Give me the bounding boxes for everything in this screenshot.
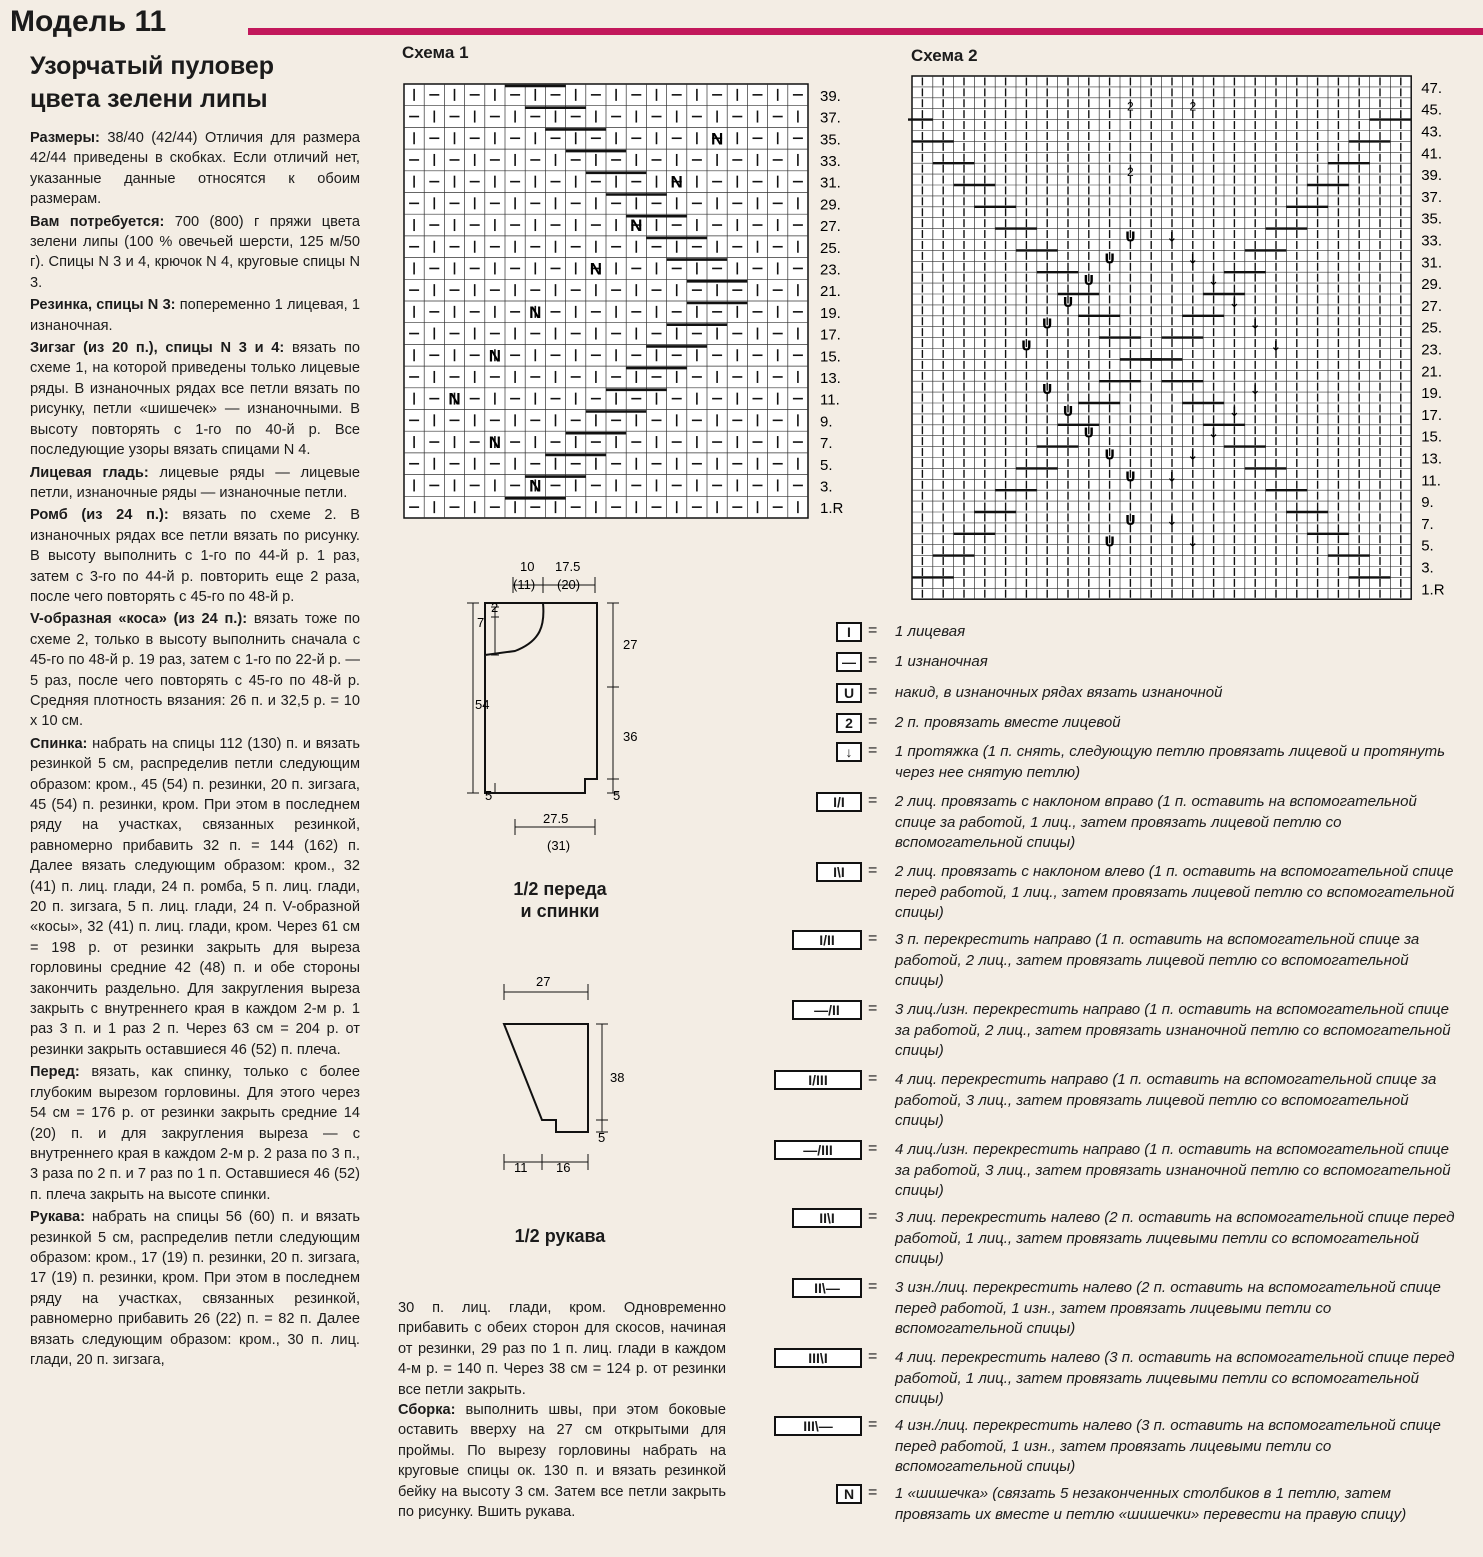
legend-description: 4 лиц. перекрестить направо (1 п. оставить на вспомогательной спице за работой, 3 лиц., затем провязать лицевой петлю со вспомогательной спицы): [895, 1071, 1437, 1129]
schema1-row-label: 15.: [820, 348, 841, 366]
decrease-arrow-symbol: ↓: [1187, 535, 1199, 551]
legend-row: [770, 713, 1470, 737]
front-back-caption-2: и спинки: [520, 901, 600, 921]
legend-row: [770, 1278, 1470, 1340]
paragraph-heading: Спинка:: [30, 735, 88, 752]
schema1-row-label: 23.: [820, 261, 841, 279]
model-title: Модель 11: [10, 5, 167, 38]
legend-symbol-icon: —: [836, 652, 862, 672]
legend-symbol-icon: 2: [836, 713, 862, 733]
dim-neck-width: 10: [520, 559, 535, 574]
decrease-arrow-symbol: ↓: [1166, 230, 1178, 246]
paragraph-heading: V-образная «коса» (из 24 п.):: [30, 611, 248, 628]
legend-description: 1 изнаночная: [895, 653, 988, 670]
legend-equals: =: [868, 683, 878, 700]
yarn-over-symbol: U: [1021, 339, 1032, 355]
yarn-over-symbol: U: [1125, 470, 1136, 486]
legend-equals: =: [868, 652, 878, 669]
legend-description: 3 изн./лиц. перекрестить налево (2 п. оставить на вспомогательной спице перед работой, 1 изн., затем провязать лицевыми петли со вспомогательной спицы): [895, 1279, 1441, 1337]
legend-symbol-icon: I/III: [774, 1070, 862, 1090]
paragraph-heading: Резинка, спицы N 3:: [30, 297, 176, 314]
dim-shoulder-width-alt: (20): [557, 577, 581, 592]
legend-row: [770, 683, 1470, 707]
schema1-row-label: 33.: [820, 152, 841, 170]
legend-description: 1 протяжка (1 п. снять, следующую петлю провязать лицевой и протянуть через нее снятую петлю): [895, 743, 1446, 781]
dim-sleeve-length: 38: [610, 1070, 625, 1085]
legend-equals: =: [868, 1416, 878, 1433]
k2tog-symbol: 2: [1127, 99, 1134, 114]
legend-description: 3 лиц. перекрестить налево (2 п. оставить на вспомогательной спице перед работой, 1 лиц., затем провязать лицевыми петли со вспомогательной спицы): [895, 1209, 1455, 1267]
decrease-arrow-symbol: ↓: [1187, 252, 1199, 268]
bobble-symbol: N: [488, 433, 502, 453]
legend-description: 3 п. перекрестить направо (1 п. оставить на вспомогательной спице за работой, 2 лиц., затем провязать лицевой петлю со вспомогательной спицы): [895, 931, 1420, 989]
yarn-over-symbol: U: [1083, 274, 1095, 290]
legend-row: [770, 1484, 1470, 1546]
paragraph-body: 700 (800) г пряжи цвета зелени липы (100 % овечьей шерсти, 125 м/50 г). Спицы N 3 и 4, крючок N 4, круговые спицы N 3.: [30, 213, 360, 291]
dim-sleeve-cuff: 5: [598, 1130, 606, 1145]
legend-symbol-icon: I: [836, 622, 862, 642]
legend-equals: =: [868, 713, 878, 730]
schema2-row-label: 35.: [1421, 210, 1443, 228]
dim-shoulder-width: 17.5: [555, 559, 581, 574]
legend-description: 2 лиц. провязать с наклоном вправо (1 п. оставить на вспомогательной спице за работой, 1 лиц., затем провязать лицевой петлю со вспомогательной спицы): [895, 793, 1417, 851]
schema1-row-label: 7.: [820, 435, 833, 453]
dim-rib-right: 5: [613, 788, 621, 803]
paragraph-body: 30 п. лиц. глади, кром. Одновременно прибавить с обеих сторон для скосов, начиная от резинки, 29 раз по 1 п. лиц. глади в каждом 4-м р. = 140 п. Через 38 см = 124 р. от резинки все петли закрыть.: [398, 1300, 726, 1398]
legend-description: 3 лиц./изн. перекрестить направо (1 п. оставить на вспомогательной спице за работой, 2 лиц., затем провязать изнаночной петлю со вспомогательной спицы): [895, 1001, 1451, 1059]
paragraph-heading: Перед:: [30, 1064, 80, 1081]
legend-symbol-icon: ↓: [836, 742, 862, 762]
instructions-column-1: [30, 128, 360, 1372]
bobble-symbol: N: [670, 172, 683, 192]
schema1-row-label: 9.: [820, 413, 833, 431]
legend-row: [770, 792, 1470, 854]
legend-symbol-icon: III\I: [774, 1348, 862, 1368]
paragraph: [30, 295, 360, 336]
legend-equals: =: [868, 1070, 878, 1087]
decrease-arrow-symbol: ↓: [1187, 448, 1199, 464]
bobble-symbol: N: [488, 346, 502, 366]
schema1-title: Схема 1: [402, 43, 469, 62]
schema2-row-label: 29.: [1421, 276, 1443, 294]
schema2-row-label: 33.: [1421, 232, 1443, 250]
paragraph-body: набрать на спицы 112 (130) п. и вязать резинкой 5 см, распределив петли следующим образом: кром., 45 (54) п. резинки, 20 п. зигзага, 45 (54) п. резинки, кром. При этом в последнем ряду на участках, связанных резинкой, равномерно прибавить 32 п. = 144 (162) п. Далее вязать следующим образом: кром., 32 (41) п. лиц. глади, 24 п. ромба, 5 п. лиц. глади, 20 п. зигзага, 5 п. лиц. глади, 24 п. V-образной «косы», 32 (41) п. лиц. глади, кром. Через 61 см = 198 р. от резинки закрыть для выреза горловины средние 42 (48) п. и обе стороны закончить раздельно. Для закругления выреза закрыть с внутреннего края в каждом 2-м р. 1 раз 3 п. и 1 раз 2 п. Через 63 см = 204 р. от резинки закрыть оставшиеся 46 (52) п. плеча.: [30, 735, 360, 1058]
schema1-row-label: 25.: [820, 239, 841, 257]
schema2-row-label: 9.: [1421, 494, 1434, 512]
schema1-row-label: 17.: [820, 326, 841, 344]
bobble-symbol: N: [589, 259, 603, 279]
dim-sleeve-11: 11: [514, 1160, 528, 1175]
schema2-row-label: 31.: [1421, 254, 1443, 272]
dim-neck-depth-7: 7: [477, 615, 485, 630]
k2tog-symbol: 2: [1189, 99, 1197, 114]
paragraph-heading: Рукава:: [30, 1209, 86, 1226]
paragraph: [30, 338, 360, 460]
instructions-column-2: [398, 1298, 726, 1522]
schema2-title: Схема 2: [911, 46, 978, 65]
paragraph-heading: Размеры:: [30, 130, 100, 146]
schema2-row-label: 17.: [1421, 406, 1443, 424]
yarn-over-symbol: U: [1062, 404, 1074, 420]
paragraph-body: вязать, как спинку, только с более глубоким вырезом горловины. Для этого через 54 см = 176 р. от резинки закрыть средние 14 (20) п. и для закругления выреза — с внутреннего края в каждом 2-м р. 2 раза по 3 п., 3 раза по 2 п. и 7 раз по 1 п. Оставшиеся 46 (52) п. плеча закрыть на высоте спинки.: [30, 1064, 360, 1203]
yarn-over-symbol: U: [1041, 317, 1053, 333]
dim-neck-depth-2: 2: [491, 600, 499, 615]
paragraph: [30, 505, 360, 607]
schema2-row-label: 23.: [1421, 341, 1443, 359]
decrease-arrow-symbol: ↓: [1208, 274, 1220, 290]
schema1-row-label: 3.: [820, 478, 833, 496]
decrease-arrow-symbol: ↓: [1249, 383, 1261, 399]
title-accent-bar: [248, 28, 1483, 35]
schema2-row-label: 27.: [1421, 297, 1443, 315]
legend-row: [770, 1208, 1470, 1270]
schema2-row-label: 47.: [1421, 79, 1443, 97]
schema2-row-label: 11.: [1421, 472, 1441, 490]
legend-symbol-icon: II\I: [792, 1208, 862, 1228]
paragraph-body: вязать тоже по схеме 2, только в высоту выполнить сначала с 45-го по 48-й р. 19 раз, затем с 1-го по 22-й р. — 5 раз, после чего повторять с 45-го по 48-й р. Средняя плотность вязания: 26 п. и 32,5 р. = 10 х 10 см.: [30, 611, 360, 730]
schema1-row-label: 29.: [820, 196, 841, 214]
paragraph-heading: Зигзаг (из 20 п.), спицы N 3 и 4:: [30, 340, 285, 357]
yarn-over-symbol: U: [1104, 252, 1115, 268]
legend-symbol-icon: —/III: [774, 1140, 862, 1160]
subtitle-line-2: цвета зелени липы: [30, 85, 268, 113]
legend-equals: =: [868, 622, 878, 639]
legend-equals: =: [868, 1000, 878, 1017]
paragraph: [30, 463, 360, 504]
yarn-over-symbol: U: [1104, 535, 1115, 551]
schema1-row-label: 19.: [820, 304, 841, 322]
paragraph-body: попеременно 1 лицевая, 1 изнаночная.: [30, 297, 360, 334]
legend-row: [770, 862, 1470, 924]
yarn-over-symbol: U: [1041, 383, 1053, 399]
paragraph-body: набрать на спицы 56 (60) п. и вязать резинкой 5 см, распределив петли следующим образом: кром., 17 (19) п. резинки, 20 п. зигзага, 17 (19) п. резинки, кром. При этом в последнем ряду на участках, связанных резинкой, равномерно прибавить 26 (22) п. = 82 п. Далее вязать следующим образом: кром., 30 п. лиц. глади, 20 п. зигзага,: [30, 1209, 360, 1368]
bobble-symbol: N: [710, 129, 724, 149]
decrease-arrow-symbol: ↓: [1270, 339, 1282, 355]
legend-symbol-icon: I/I: [816, 792, 862, 812]
legend-symbol-icon: III\—: [774, 1416, 862, 1436]
schema2-row-label: 15.: [1421, 428, 1443, 446]
legend-description: 1 «шишечка» (связать 5 незаконченных столбиков в 1 петлю, затем провязать их вместе и петлю «шишечки» перевести на правую спицу): [895, 1485, 1407, 1523]
legend-equals: =: [868, 862, 878, 879]
paragraph-heading: Лицевая гладь:: [30, 464, 149, 481]
dim-armhole-height: 27: [623, 637, 638, 652]
schema1-row-label: 11.: [820, 391, 840, 409]
schema2-row-label: 41.: [1421, 145, 1443, 163]
decrease-arrow-symbol: ↓: [1228, 404, 1240, 420]
legend-description: 4 лиц./изн. перекрестить направо (1 п. оставить на вспомогательной спице за работой, 3 лиц., затем провязать изнаночной петлю со вспомогательной спицы): [895, 1141, 1451, 1199]
legend-row: [770, 652, 1470, 676]
sleeve-outline: [504, 1024, 588, 1132]
schema2-row-label: 45.: [1421, 101, 1443, 119]
schema2-row-label: 37.: [1421, 188, 1443, 206]
yarn-over-symbol: U: [1062, 295, 1074, 311]
legend-equals: =: [868, 930, 878, 947]
paragraph: [30, 212, 360, 294]
paragraph: [30, 734, 360, 1061]
dim-body-height: 36: [623, 729, 638, 744]
legend-equals: =: [868, 1348, 878, 1365]
schema1-row-label: 1.R: [820, 500, 844, 518]
bobble-symbol: N: [529, 476, 542, 496]
dim-base-width-alt: (31): [547, 838, 571, 853]
legend-description: 4 лиц. перекрестить налево (3 п. оставить на вспомогательной спице перед работой, 1 лиц., затем провязать лицевыми петли со вспомогательной спицы): [895, 1349, 1455, 1407]
decrease-arrow-symbol: ↓: [1249, 317, 1261, 333]
front-back-schematic: [465, 555, 665, 855]
schema1-row-label: 37.: [820, 109, 841, 127]
paragraph: [398, 1298, 726, 1400]
legend-equals: =: [868, 1484, 878, 1501]
paragraph-body: выполнить швы, при этом боковые оставить вверху на 27 см открытыми для проймы. По вырезу горловины набрать на круговые спицы ок. 130 п. и вязать резинкой бейку на высоту 3 см. Затем все петли закрыть по рисунку. Вшить рукава.: [398, 1402, 726, 1521]
legend-description: накид, в изнаночных рядах вязать изнаночной: [895, 684, 1223, 701]
legend-description: 2 п. провязать вместе лицевой: [895, 714, 1121, 731]
dim-neck-width-alt: (11): [513, 577, 536, 592]
decrease-arrow-symbol: ↓: [1228, 295, 1240, 311]
bobble-symbol: N: [529, 302, 542, 322]
legend-symbol-icon: N: [836, 1484, 862, 1504]
sleeve-schematic: [490, 972, 650, 1187]
schema1-row-label: 31.: [820, 174, 841, 192]
sleeve-dimension-lines: [504, 984, 608, 1170]
legend-row: [770, 1070, 1470, 1132]
schema2-row-label: 1.R: [1421, 581, 1445, 599]
dim-rib-left: 5: [485, 788, 493, 803]
dim-sleeve-16: 16: [556, 1160, 571, 1175]
paragraph-heading: Вам потребуется:: [30, 213, 165, 230]
k2tog-symbol: 2: [1127, 165, 1134, 180]
legend-equals: =: [868, 1278, 878, 1295]
paragraph: [30, 128, 360, 210]
schema2-row-label: 19.: [1421, 385, 1443, 403]
decrease-arrow-symbol: ↓: [1208, 426, 1220, 442]
paragraph-body: 38/40 (42/44) Отличия для размера 42/44 приведены в скобках. Если отличий нет, указанные данные относятся к обоим размерам.: [30, 130, 360, 208]
schema2-chart: [908, 72, 1448, 612]
article-subtitle: [30, 50, 274, 116]
legend-row: [770, 1416, 1470, 1478]
dim-base-width: 27.5: [543, 811, 569, 826]
schema1-row-label: 35.: [820, 131, 841, 149]
paragraph-body: лицевые ряды — лицевые петли, изнаночные ряды — изнаночные петли.: [30, 464, 360, 501]
legend-row: [770, 1000, 1470, 1062]
bobble-symbol: N: [630, 216, 643, 236]
schema2-row-label: 3.: [1421, 559, 1434, 577]
paragraph: [30, 609, 360, 731]
yarn-over-symbol: U: [1125, 513, 1136, 529]
schema1-row-label: 13.: [820, 369, 841, 387]
legend-symbol-icon: I/II: [792, 930, 862, 950]
schema2-row-label: 13.: [1421, 450, 1443, 468]
legend-row: [770, 622, 1470, 646]
dim-sleeve-top: 27: [536, 974, 551, 989]
schema1-row-label: 39.: [820, 87, 841, 105]
paragraph: [30, 1062, 360, 1205]
paragraph-heading: Ромб (из 24 п.):: [30, 507, 169, 524]
legend-description: 2 лиц. провязать с наклоном влево (1 п. оставить на вспомогательной спице перед работой, 1 лиц., затем провязать лицевой петлю со вспомогательной спицы): [895, 863, 1455, 921]
schema1-chart: [400, 80, 860, 530]
paragraph-body: вязать по схеме 2. В изнаночных рядах все петли вязать по рисунку. В высоту выполнить с 1-го по 44-й р. 1 раз, затем с 3-го по 44-й р. повторить еще 2 раза, после чего повторять с 45-го по 48-й р.: [30, 507, 360, 605]
decrease-arrow-symbol: ↓: [1166, 513, 1178, 529]
yarn-over-symbol: U: [1104, 448, 1115, 464]
legend-equals: =: [868, 1208, 878, 1225]
front-back-neck: [485, 603, 515, 655]
schema2-row-label: 7.: [1421, 515, 1434, 533]
yarn-over-symbol: U: [1083, 426, 1095, 442]
schema2-row-label: 5.: [1421, 537, 1434, 555]
legend-row: [770, 930, 1470, 992]
legend-equals: =: [868, 1140, 878, 1157]
legend-symbol-icon: I\I: [816, 862, 862, 882]
decrease-arrow-symbol: ↓: [1166, 470, 1178, 486]
schema1-row-label: 5.: [820, 456, 833, 474]
legend-symbol-icon: II\—: [792, 1278, 862, 1298]
schema2-row-label: 39.: [1421, 167, 1443, 185]
paragraph: [398, 1400, 726, 1522]
paragraph: [30, 1207, 360, 1370]
legend-symbol-icon: —/II: [792, 1000, 862, 1020]
schema2-row-label: 43.: [1421, 123, 1443, 141]
dim-total-height: 54: [475, 697, 490, 712]
front-back-caption: [470, 878, 650, 922]
sleeve-caption: 1/2 рукава: [514, 1226, 606, 1246]
schema1-row-label: 21.: [820, 283, 841, 301]
schema1-row-label: 27.: [820, 218, 841, 236]
legend-equals: =: [868, 742, 878, 759]
schema2-row-label: 25.: [1421, 319, 1443, 337]
schema2-row-label: 21.: [1421, 363, 1443, 381]
subtitle-line-1: Узорчатый пуловер: [30, 52, 275, 80]
legend-row: [770, 1348, 1470, 1410]
legend-description: 4 изн./лиц. перекрестить налево (3 п. оставить на вспомогательной спице перед работой, 1 изн., затем провязать лицевыми петли со вспомогательной спицы): [895, 1417, 1441, 1475]
yarn-over-symbol: U: [1125, 230, 1136, 246]
legend-description: 1 лицевая: [895, 623, 966, 640]
legend-equals: =: [868, 792, 878, 809]
legend-symbol-icon: U: [836, 683, 862, 703]
paragraph-body: вязать по схеме 1, на которой приведены только лицевые ряды. В изнаночных рядах все петли вязать по рисунку, петли «шишечек» — изнаночными. В высоту повторять с 1-го по 40-й р. Все последующие узоры вязать спицами N 4.: [30, 340, 360, 459]
paragraph-heading: Сборка:: [398, 1402, 456, 1419]
front-back-outline: [485, 603, 597, 793]
legend-row: [770, 1140, 1470, 1202]
front-back-caption-1: 1/2 переда: [513, 879, 607, 899]
bobble-symbol: N: [448, 389, 461, 409]
